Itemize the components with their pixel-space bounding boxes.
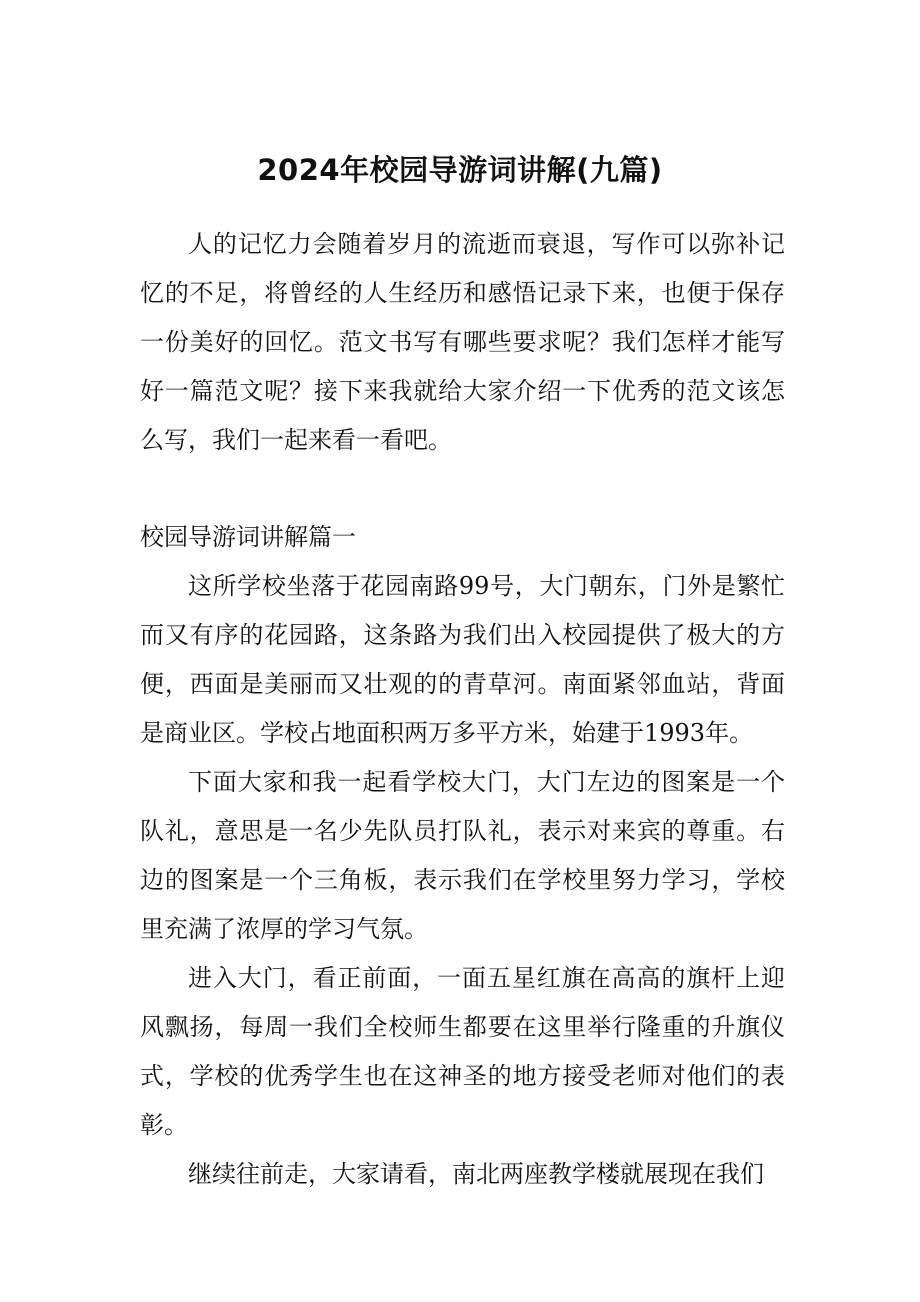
body-paragraph: 这所学校坐落于花园南路99号，大门朝东，门外是繁忙而又有序的花园路，这条路为我们出入校园提供了极大的方便，西面是美丽而又壮观的的青草河。南面紧邻血站，背面是商业区。学校占地面积两万多平方米，始建于1993年。 (140, 572, 785, 747)
intro-section (140, 220, 785, 465)
body-paragraph: 继续往前走，大家请看，南北两座教学楼就展现在我们 (188, 1160, 764, 1188)
body-paragraph: 进入大门，看正前面，一面五星红旗在高高的旗杆上迎风飘扬，每周一我们全校师生都要在这里举行隆重的升旗仪式，学校的优秀学生也在这神圣的地方接受老师对他们的表彰。 (140, 964, 785, 1139)
document-title: 2024年校园导游词讲解(九篇) (257, 153, 663, 187)
section-body (140, 562, 785, 1199)
section-heading: 校园导游词讲解篇一 (140, 523, 356, 551)
intro-paragraph: 人的记忆力会随着岁月的流逝而衰退，写作可以弥补记忆的不足，将曾经的人生经历和感悟记录下来，也便于保存一份美好的回忆。范文书写有哪些要求呢？我们怎样才能写好一篇范文呢？接下来我就给大家介绍一下优秀的范文该怎么写，我们一起来看一看吧。 (140, 230, 785, 454)
body-paragraph: 下面大家和我一起看学校大门，大门左边的图案是一个队礼，意思是一名少先队员打队礼，表示对来宾的尊重。右边的图案是一个三角板，表示我们在学校里努力学习，学校里充满了浓厚的学习气氛。 (140, 768, 785, 943)
